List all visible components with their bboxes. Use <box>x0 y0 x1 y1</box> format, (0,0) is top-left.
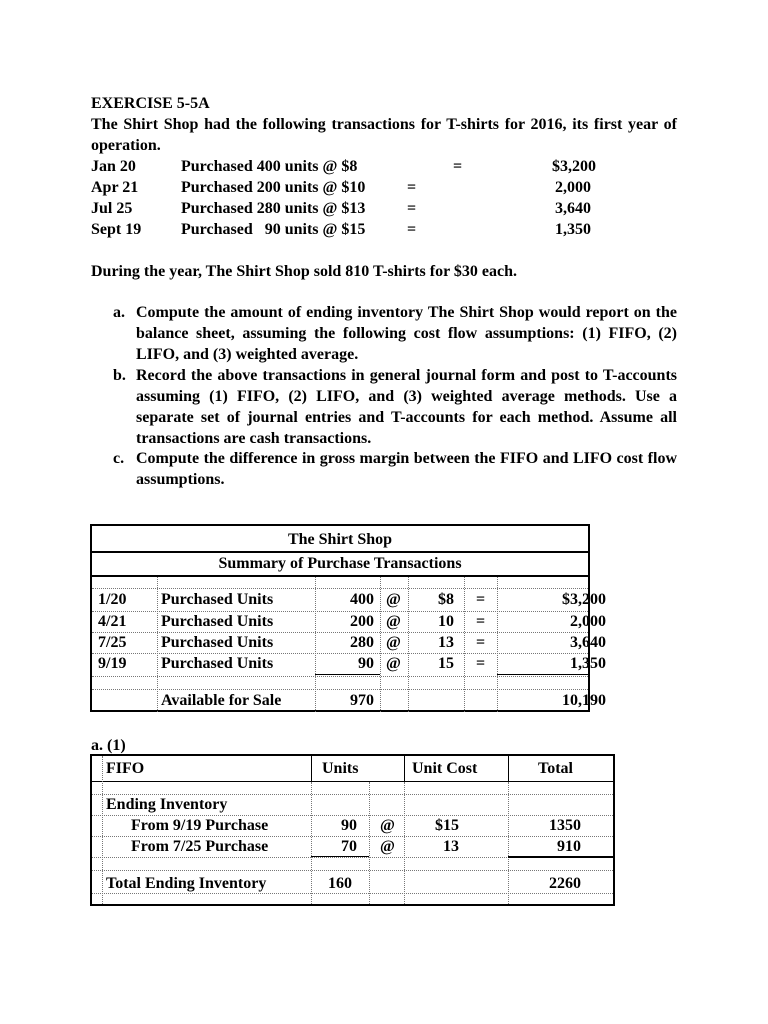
row-desc: Purchased Units <box>161 634 274 651</box>
transaction-date: Sept 19 <box>91 221 142 238</box>
header-units: Units <box>322 760 359 777</box>
list-item-letter: c. <box>113 450 125 467</box>
list-item-text: Record the above transactions in general journal form and post to T-accounts assuming (1) FIFO, (2) LIFO, and (3) weighted average methods. Use a separate set of journal entries and T-accounts for each method. Assume all transactions are cash transactions. <box>136 367 677 447</box>
row-total: 910 <box>557 838 581 855</box>
transaction-amount: 2,000 <box>555 179 591 196</box>
row-equals: = <box>476 655 486 672</box>
transaction-date: Jul 25 <box>91 200 133 217</box>
list-item <box>113 302 677 365</box>
row-equals: = <box>476 591 486 608</box>
transaction-row <box>91 177 591 198</box>
row-desc: Purchased Units <box>161 655 274 672</box>
exercise-heading: EXERCISE 5-5A <box>91 95 210 112</box>
transaction-amount: 3,640 <box>555 200 591 217</box>
row-at: @ <box>386 655 401 672</box>
row-at: @ <box>386 613 401 630</box>
transaction-date: Jan 20 <box>91 158 136 175</box>
row-total: 3,640 <box>570 634 606 651</box>
available-label: Available for Sale <box>161 692 282 709</box>
transaction-equals: = <box>407 200 417 217</box>
transaction-desc: Purchased 200 units @ $10 <box>181 179 366 196</box>
transaction-desc: Purchased 280 units @ $13 <box>181 200 366 217</box>
list-item-letter: a. <box>113 304 125 321</box>
fifo-table <box>90 754 615 906</box>
header-total: Total <box>538 760 573 777</box>
total-value: 2260 <box>549 875 581 892</box>
row-desc: From 9/19 Purchase <box>131 817 269 834</box>
row-equals: = <box>476 634 486 651</box>
row-equals: = <box>476 613 486 630</box>
row-date: 1/20 <box>98 591 127 608</box>
transaction-row <box>91 219 591 240</box>
row-units: 200 <box>350 613 374 630</box>
row-units: 70 <box>341 838 357 855</box>
row-cost: 15 <box>438 655 454 672</box>
row-desc: Purchased Units <box>161 591 274 608</box>
row-total: $3,200 <box>562 591 606 608</box>
total-units: 160 <box>328 875 352 892</box>
row-date: 7/25 <box>98 634 127 651</box>
transaction-amount: $3,200 <box>552 158 596 175</box>
list-item-text: Compute the amount of ending inventory The Shirt Shop would report on the balance sheet, assuming the following cost flow assumptions: (1) FIFO, (2) LIFO, and (3) weighted average. <box>136 304 677 363</box>
row-units: 400 <box>350 591 374 608</box>
transaction-amount: 1,350 <box>555 221 591 238</box>
row-at: @ <box>380 838 395 855</box>
row-date: 9/19 <box>98 655 127 672</box>
row-cost: 13 <box>438 634 454 651</box>
row-units: 90 <box>341 817 357 834</box>
row-cost: 10 <box>438 613 454 630</box>
header-method: FIFO <box>106 760 145 777</box>
header-unit-cost: Unit Cost <box>412 760 478 777</box>
fifo-section-label: a. (1) <box>91 737 126 754</box>
row-cost: 13 <box>443 838 459 855</box>
available-units: 970 <box>350 692 374 709</box>
list-item-letter: b. <box>113 367 126 384</box>
transaction-desc: Purchased 90 units @ $15 <box>181 221 366 238</box>
row-total: 1,350 <box>570 655 606 672</box>
available-total: 10,190 <box>562 692 606 709</box>
table-title: The Shirt Shop <box>287 531 393 548</box>
transaction-equals: = <box>407 221 417 238</box>
row-desc: From 7/25 Purchase <box>131 838 269 855</box>
exercise-intro: The Shirt Shop had the following transactions for T-shirts for 2016, its first year of operation. <box>91 116 677 154</box>
row-total: 2,000 <box>570 613 606 630</box>
transaction-equals: = <box>407 179 417 196</box>
row-at: @ <box>380 817 395 834</box>
row-date: 4/21 <box>98 613 127 630</box>
list-item-text: Compute the difference in gross margin between the FIFO and LIFO cost flow assumptions. <box>136 450 677 488</box>
transaction-date: Apr 21 <box>91 179 139 196</box>
transaction-desc: Purchased 400 units @ $8 <box>181 158 358 175</box>
row-cost: $8 <box>438 591 454 608</box>
row-units: 280 <box>350 634 374 651</box>
table-subtitle: Summary of Purchase Transactions <box>218 555 462 572</box>
list-item <box>113 365 677 449</box>
sales-statement: During the year, The Shirt Shop sold 810 T-shirts for $30 each. <box>91 263 517 280</box>
total-label: Total Ending Inventory <box>106 875 267 892</box>
row-units: 90 <box>358 655 374 672</box>
row-at: @ <box>386 634 401 651</box>
row-cost: $15 <box>435 817 459 834</box>
row-total: 1350 <box>549 817 581 834</box>
transaction-row <box>91 156 596 177</box>
ending-inventory-label: Ending Inventory <box>106 796 228 813</box>
row-desc: Purchased Units <box>161 613 274 630</box>
transaction-equals: = <box>453 158 463 175</box>
list-item <box>113 448 677 490</box>
purchase-summary-table <box>90 524 606 712</box>
transaction-row <box>91 198 591 219</box>
row-at: @ <box>386 591 401 608</box>
